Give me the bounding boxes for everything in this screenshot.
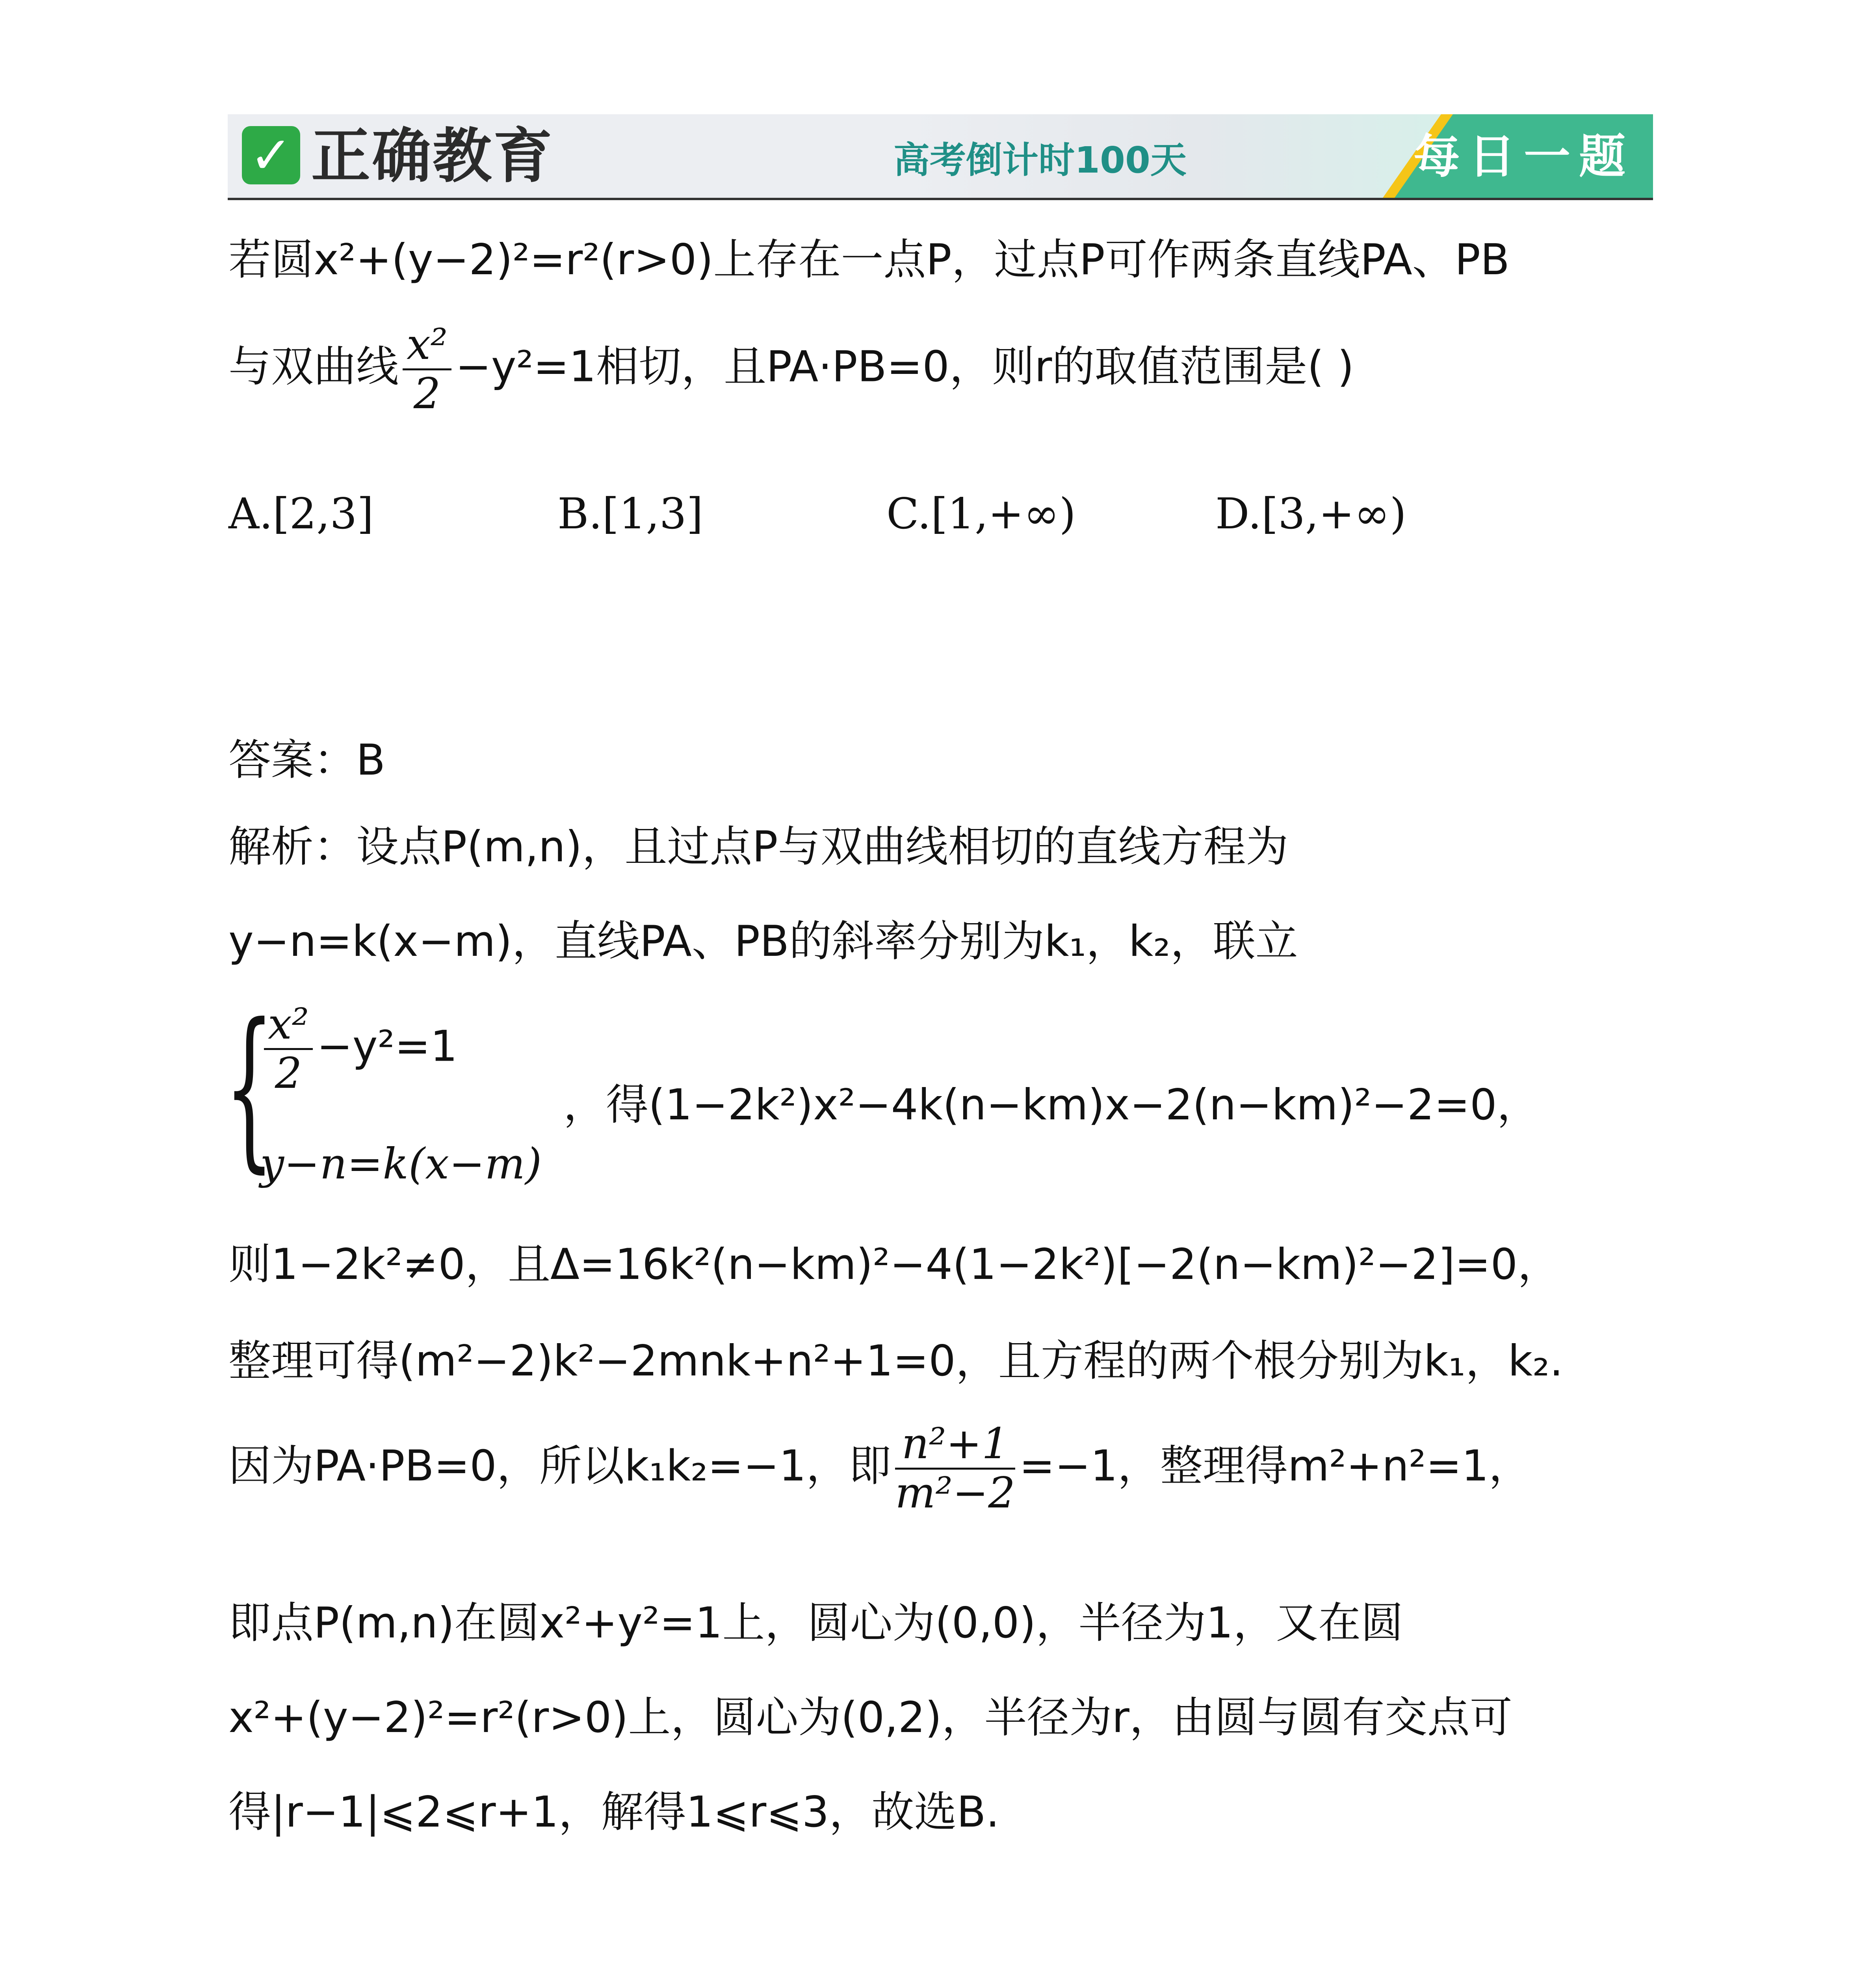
analysis-line-1: 解析：设点P(m,n)，且过点P与双曲线相切的直线方程为: [228, 822, 1289, 872]
analysis-fraction: [895, 1420, 1015, 1517]
option-c: C.[1,+∞): [886, 489, 1076, 539]
check-icon: ✓: [249, 125, 293, 185]
answer-line: 答案：B: [228, 736, 386, 785]
analysis-line-5: 整理可得(m²−2)k²−2mnk+n²+1=0，且方程的两个根分别为k₁，k₂.: [228, 1336, 1563, 1386]
countdown-text: 高考倒计时100天: [893, 139, 1187, 181]
option-d: D.[3,+∞): [1215, 489, 1406, 539]
analysis-line-2: y−n=k(x−m)，直线PA、PB的斜率分别为k₁，k₂，联立: [228, 917, 1298, 966]
system-equation-1-tail: −y²=1: [317, 1022, 458, 1071]
analysis-line-6-prefix: 因为PA·PB=0，所以k₁k₂=−1，即: [228, 1441, 892, 1491]
system-result: ，得(1−2k²)x²−4k(n−km)x−2(n−km)²−2=0，: [563, 1080, 1540, 1130]
question-line-2-suffix: −y²=1相切，且PA·PB=0，则r的取值范围是( ): [455, 342, 1354, 392]
analysis-line-7: 即点P(m,n)在圆x²+y²=1上，圆心为(0,0)，半径为1，又在圆: [228, 1598, 1404, 1648]
system-brace: {: [225, 987, 274, 1188]
header-divider: [228, 198, 1653, 200]
daily-question-title: 每日一题: [1414, 129, 1635, 184]
brand-name: 正确教育: [311, 122, 554, 191]
system-equation-2: y−n=k(x−m): [260, 1139, 542, 1189]
question-line-2-prefix: 与双曲线: [228, 342, 399, 392]
analysis-line-8: x²+(y−2)²=r²(r>0)上，圆心为(0,2)，半径为r，由圆与圆有交点可: [228, 1693, 1512, 1742]
option-b: B.[1,3]: [557, 489, 703, 539]
option-a: A.[2,3]: [228, 489, 374, 539]
fraction-denominator: 2: [413, 369, 441, 418]
analysis-line-4: 则1−2k²≠0，且Δ=16k²(n−km)²−4(1−2k²)[−2(n−km)²−2]=0，: [228, 1240, 1560, 1289]
system-fraction-numerator: x²: [264, 1001, 313, 1050]
analysis-line-6: [228, 1420, 1531, 1517]
header-banner: [228, 114, 1653, 199]
fraction-numerator: x²: [403, 321, 451, 370]
analysis-fraction-denominator: m²−2: [895, 1468, 1016, 1518]
system-fraction-denominator: 2: [275, 1049, 302, 1098]
system-equation-1: [260, 1001, 457, 1097]
analysis-line-9: 得|r−1|⩽2⩽r+1，解得1⩽r⩽3，故选B.: [228, 1788, 999, 1837]
question-line-1: 若圆x²+(y−2)²=r²(r>0)上存在一点P，过点P可作两条直线PA、PB: [228, 235, 1510, 284]
analysis-fraction-numerator: n²+1: [895, 1420, 1015, 1470]
question-line-2: [228, 321, 1354, 418]
system-fraction: [264, 1001, 313, 1097]
hyperbola-fraction: [403, 321, 451, 418]
analysis-line-6-suffix: =−1，整理得m²+n²=1，: [1019, 1441, 1531, 1491]
